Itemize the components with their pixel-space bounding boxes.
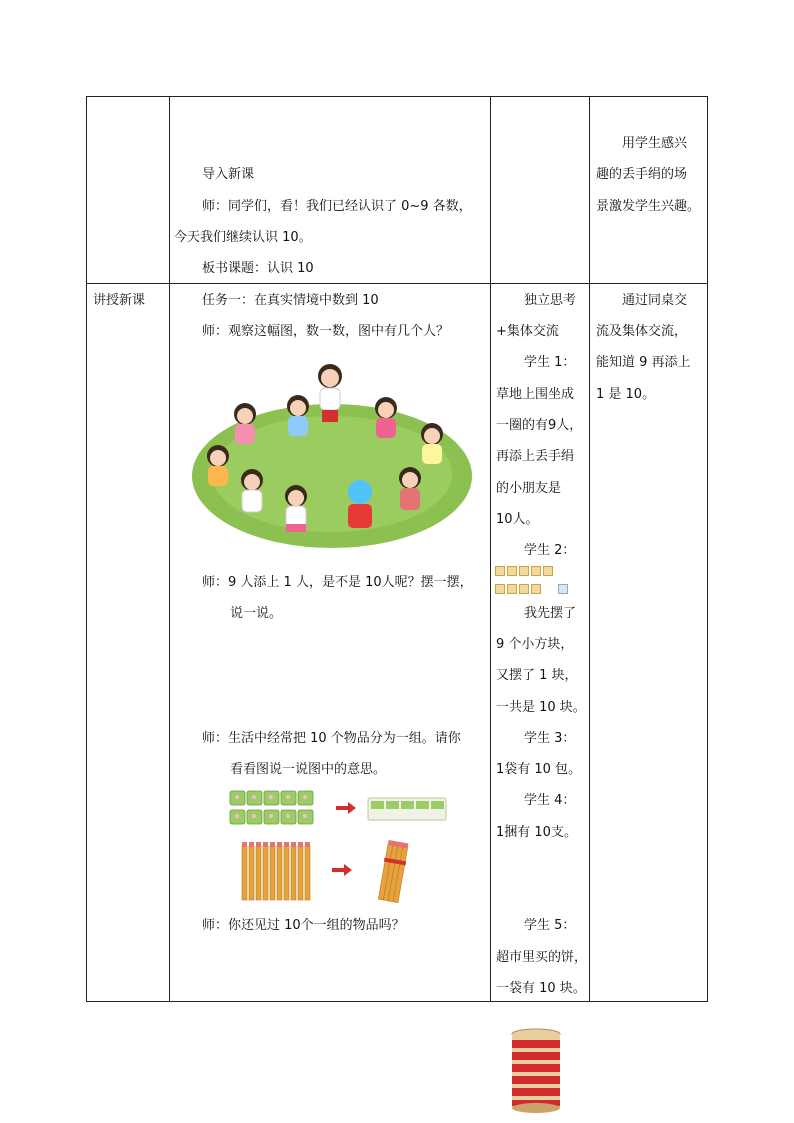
student-label: 学生 5： bbox=[524, 918, 576, 933]
design-note: 趣的丢手绢的场 bbox=[596, 167, 688, 182]
teacher-question-cont: 说一说。 bbox=[230, 606, 283, 621]
student-label: 学生 2： bbox=[524, 543, 576, 558]
row-divider bbox=[87, 283, 707, 284]
design-note: 通过同桌交 bbox=[622, 293, 688, 308]
student-answer: 超市里买的饼， bbox=[496, 950, 588, 965]
teacher-line: 师：同学们，看！我们已经认识了 0~9 各数， bbox=[202, 199, 472, 214]
section-heading-intro: 导入新课 bbox=[202, 167, 255, 182]
activity-label: 独立思考 bbox=[524, 293, 577, 308]
column-divider bbox=[490, 97, 491, 1001]
tissue-packs-illustration bbox=[228, 788, 453, 833]
children-circle-illustration bbox=[190, 356, 470, 556]
student-answer: 又摆了 1 块， bbox=[496, 668, 578, 683]
student-label: 学生 1： bbox=[524, 355, 576, 370]
teacher-line-cont: 今天我们继续认识 10。 bbox=[174, 230, 312, 245]
activity-label: +集体交流 bbox=[496, 324, 559, 339]
design-note: 能知道 9 再添上 bbox=[596, 355, 691, 370]
student-label: 学生 4： bbox=[524, 793, 576, 808]
pencils-illustration bbox=[240, 840, 420, 902]
column-divider bbox=[589, 97, 590, 1001]
teacher-question: 师：你还见过 10个一组的物品吗？ bbox=[202, 918, 405, 933]
student-answer: 的小朋友是 bbox=[496, 481, 562, 496]
board-title: 板书课题：认识 10 bbox=[202, 261, 314, 276]
design-note: 流及集体交流， bbox=[596, 324, 688, 339]
student-answer: 10人。 bbox=[496, 512, 539, 527]
student-answer: 1捆有 10支。 bbox=[496, 825, 577, 840]
phase-label: 讲授新课 bbox=[93, 293, 146, 308]
student-answer: 9 个小方块， bbox=[496, 637, 574, 652]
column-divider bbox=[169, 97, 170, 1001]
task-heading: 任务一：在真实情境中数到 10 bbox=[202, 293, 379, 308]
student-answer: 草地上围坐成 bbox=[496, 387, 575, 402]
design-note: 用学生感兴 bbox=[622, 136, 688, 151]
student-answer: 1袋有 10 包。 bbox=[496, 762, 582, 777]
student-label: 学生 3： bbox=[524, 731, 576, 746]
teacher-question: 师：9 人添上 1 人，是不是 10人呢？摆一摆， bbox=[202, 575, 473, 590]
teacher-question-cont: 看看图说一说图中的意思。 bbox=[230, 762, 387, 777]
student-answer: 再添上丢手绢 bbox=[496, 449, 575, 464]
teacher-question: 师：生活中经常把 10 个物品分为一组。请你 bbox=[202, 731, 461, 746]
design-note: 1 是 10。 bbox=[596, 387, 656, 402]
student-answer: 一袋有 10 块。 bbox=[496, 981, 586, 996]
design-note: 景激发学生兴趣。 bbox=[596, 199, 701, 214]
student-answer: 一圈的有9人， bbox=[496, 418, 583, 433]
student-answer: 一共是 10 块。 bbox=[496, 700, 586, 715]
teacher-question: 师：观察这幅图，数一数，图中有几个人？ bbox=[202, 324, 450, 339]
biscuit-pack-image bbox=[510, 1028, 562, 1114]
student-answer: 我先摆了 bbox=[524, 606, 577, 621]
